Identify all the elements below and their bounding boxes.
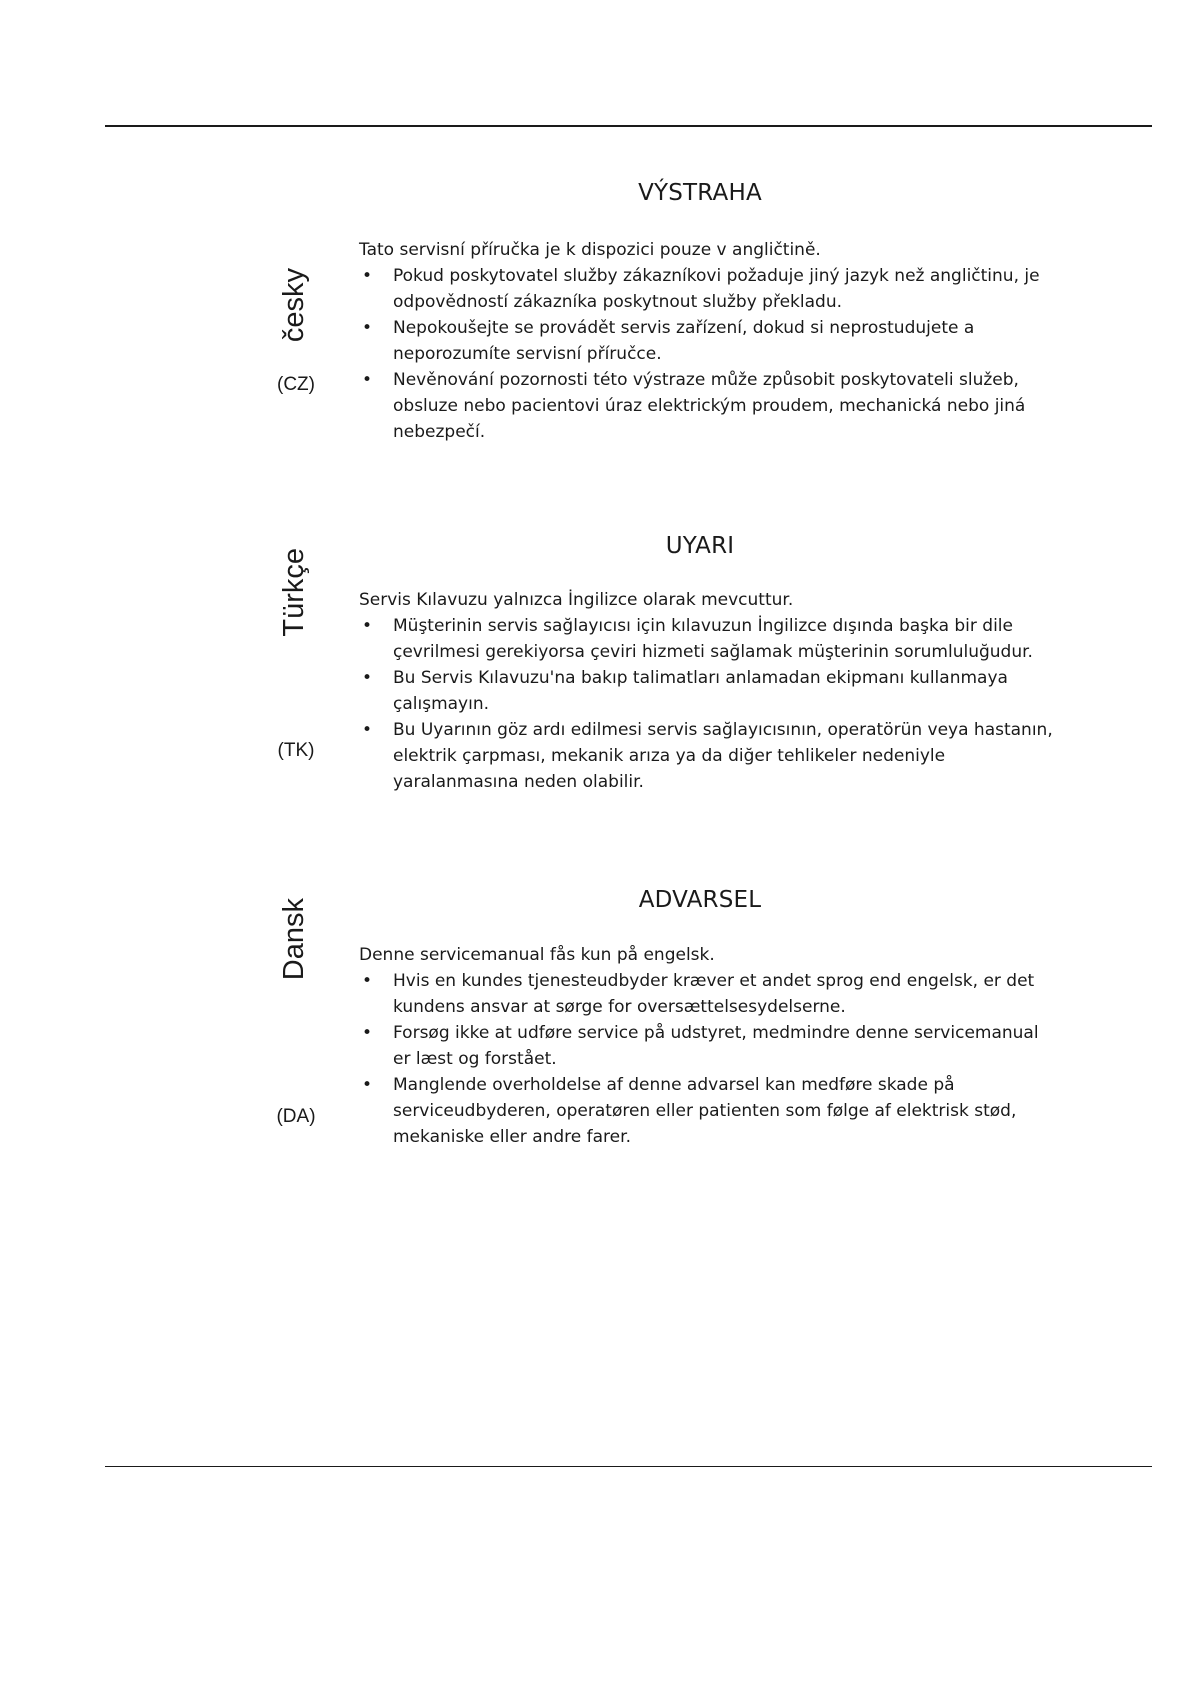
bullet-icon: • xyxy=(362,318,373,338)
bullet-icon: • xyxy=(362,370,373,390)
list-item: • Manglende overholdelse af denne advarsel kan medføre skade på serviceudbyderen, operatøren eller patienten som følge af elektrisk stød, mekaniske eller andre farer. xyxy=(359,1072,1059,1150)
footer-rule xyxy=(105,1466,1152,1467)
bullet-icon: • xyxy=(362,1075,373,1095)
language-code: (TK) xyxy=(277,740,315,761)
language-label-vertical xyxy=(270,548,318,738)
list-item: • Forsøg ikke at udføre service på udstyret, medmindre denne servicemanual er læst og forstået. xyxy=(359,1020,1059,1072)
warning-title: VÝSTRAHA xyxy=(638,180,762,206)
bullet-icon: • xyxy=(362,266,373,286)
language-label-vertical xyxy=(270,898,318,1088)
bullet-icon: • xyxy=(362,720,373,740)
warning-intro: Servis Kılavuzu yalnızca İngilizce olarak mevcuttur. xyxy=(359,590,794,610)
bullet-icon: • xyxy=(362,1023,373,1043)
language-name: Türkçe xyxy=(278,548,310,637)
list-item: • Nepokoušejte se provádět servis zařízení, dokud si neprostudujete a neporozumíte servisní příručce. xyxy=(359,315,1059,367)
warning-intro: Denne servicemanual fås kun på engelsk. xyxy=(359,945,715,965)
language-name: Dansk xyxy=(278,898,310,981)
bullet-icon: • xyxy=(362,616,373,636)
bullet-icon: • xyxy=(362,971,373,991)
language-name: česky xyxy=(278,268,310,343)
language-code: (DA) xyxy=(276,1106,316,1127)
list-item: • Nevěnování pozornosti této výstraze může způsobit poskytovateli služeb, obsluze nebo pacientovi úraz elektrickým proudem, mechanická nebo jiná nebezpečí. xyxy=(359,367,1059,445)
list-item: • Bu Uyarının göz ardı edilmesi servis sağlayıcısının, operatörün veya hastanın, elektrik çarpması, mekanik arıza ya da diğer tehlikeler nedeniyle yaralanmasına neden olabilir. xyxy=(359,717,1059,795)
bullet-icon: • xyxy=(362,668,373,688)
list-item: • Bu Servis Kılavuzu'na bakıp talimatları anlamadan ekipmanı kullanmaya çalışmayın. xyxy=(359,665,1059,717)
list-item: • Hvis en kundes tjenesteudbyder kræver et andet sprog end engelsk, er det kundens ansvar at sørge for oversættelsesydelserne. xyxy=(359,968,1059,1020)
language-code: (CZ) xyxy=(277,374,315,395)
warning-bullet-list xyxy=(359,968,1059,1150)
list-item: • Pokud poskytovatel služby zákazníkovi požaduje jiný jazyk než angličtinu, je odpovědností zákazníka poskytnout služby překladu. xyxy=(359,263,1059,315)
warning-title: UYARI xyxy=(665,533,735,559)
warning-title: ADVARSEL xyxy=(638,887,762,913)
warning-intro: Tato servisní příručka je k dispozici pouze v angličtině. xyxy=(359,240,821,260)
warning-bullet-list xyxy=(359,613,1059,795)
list-item: • Müşterinin servis sağlayıcısı için kılavuzun İngilizce dışında başka bir dile çevrilmesi gerekiyorsa çeviri hizmeti sağlamak müşterinin sorumluluğudur. xyxy=(359,613,1059,665)
